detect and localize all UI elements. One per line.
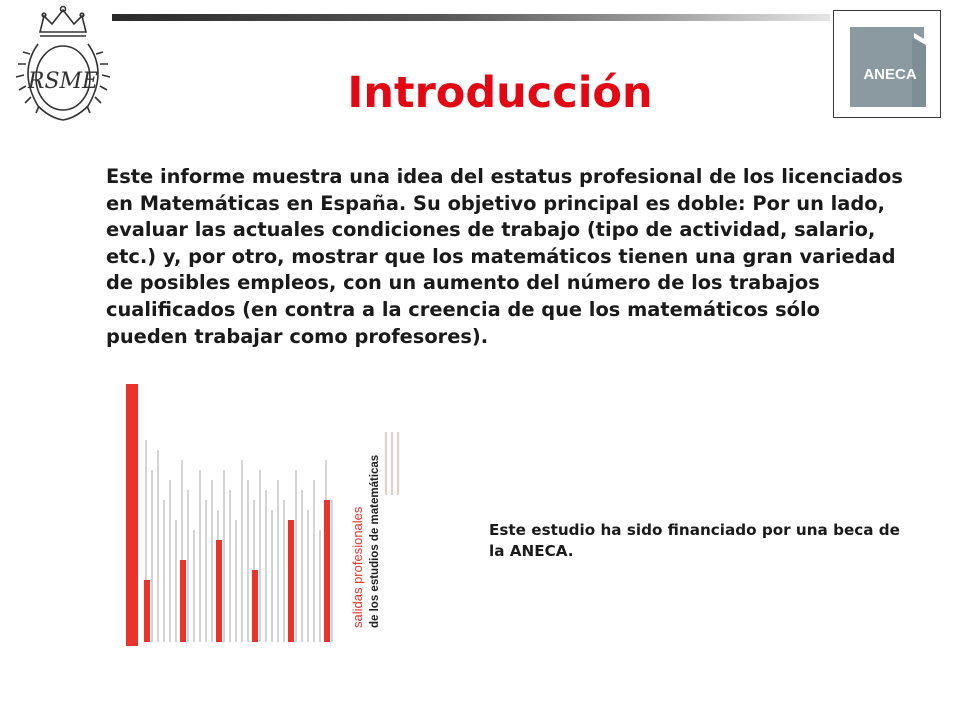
intro-paragraph: Este informe muestra una idea del estatus profesional de los licenciados en Matemáticas en España. Su objetivo principal es doble: Por un lado, evaluar las actuales condiciones de trabajo (tipo de actividad, salario, etc.) y, por otro, mostrar que los matemáticos tienen una gran variedad de posibles empleos, con un aumento del número de los trabajos cualificados (en contra a la creencia de que los matemáticos sólo pueden trabajar como profesores). xyxy=(106,165,903,348)
cover-title-line2: de los estudios de matemáticas xyxy=(369,454,381,628)
report-cover-thumbnail xyxy=(120,380,410,658)
funding-note: Este estudio ha sido financiado por una beca de la ANECA. xyxy=(489,521,900,560)
cover-title-line1: salidas profesionales xyxy=(350,506,365,628)
cover-accent-bar xyxy=(126,384,138,646)
slide-title: Introducción xyxy=(347,68,653,118)
header-rule xyxy=(112,14,830,21)
aneca-logo-text: ANECA xyxy=(863,66,917,83)
seal-monogram: RSME xyxy=(27,69,99,94)
